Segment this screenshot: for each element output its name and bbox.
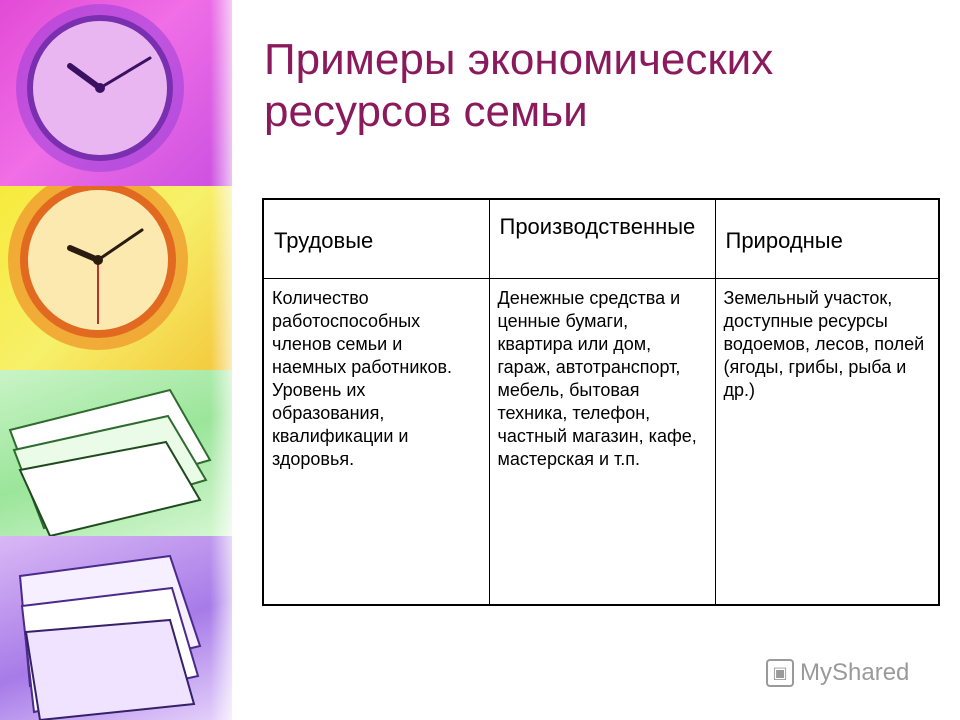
header-natural: Природные [715,199,939,279]
table-row [263,279,939,606]
watermark [766,656,936,690]
cell-natural: Земельный участок, доступные ресурсы водоемов, лесов, полей (ягоды, грибы, рыба и др.) [715,279,939,606]
watermark-text: MyShared [800,659,910,686]
papers-photo-green [0,370,232,536]
cell-labor: Количество работоспособных членов семьи и наемных работников. Уровень их образования, квалификации и здоровья. [263,279,489,606]
header-labor: Трудовые [263,199,489,279]
clock-photo-yellow [0,186,232,370]
slide-title: Примеры экономических ресурсов семьи [264,35,774,136]
cell-production: Денежные средства и ценные бумаги, квартира или дом, гараж, автотранспорт, мебель, бытовая техника, телефон, частный магазин, кафе, мастерская и т.п. [489,279,715,606]
decorative-photo-strip [0,0,232,720]
strip-fade [210,0,260,720]
table-header-row [263,199,939,279]
monitor-icon: ▣ [766,659,794,687]
clock-photo-pink [0,0,232,186]
papers-photo-purple [0,536,232,720]
resources-table [262,198,940,606]
header-production: Производственные [489,199,715,279]
